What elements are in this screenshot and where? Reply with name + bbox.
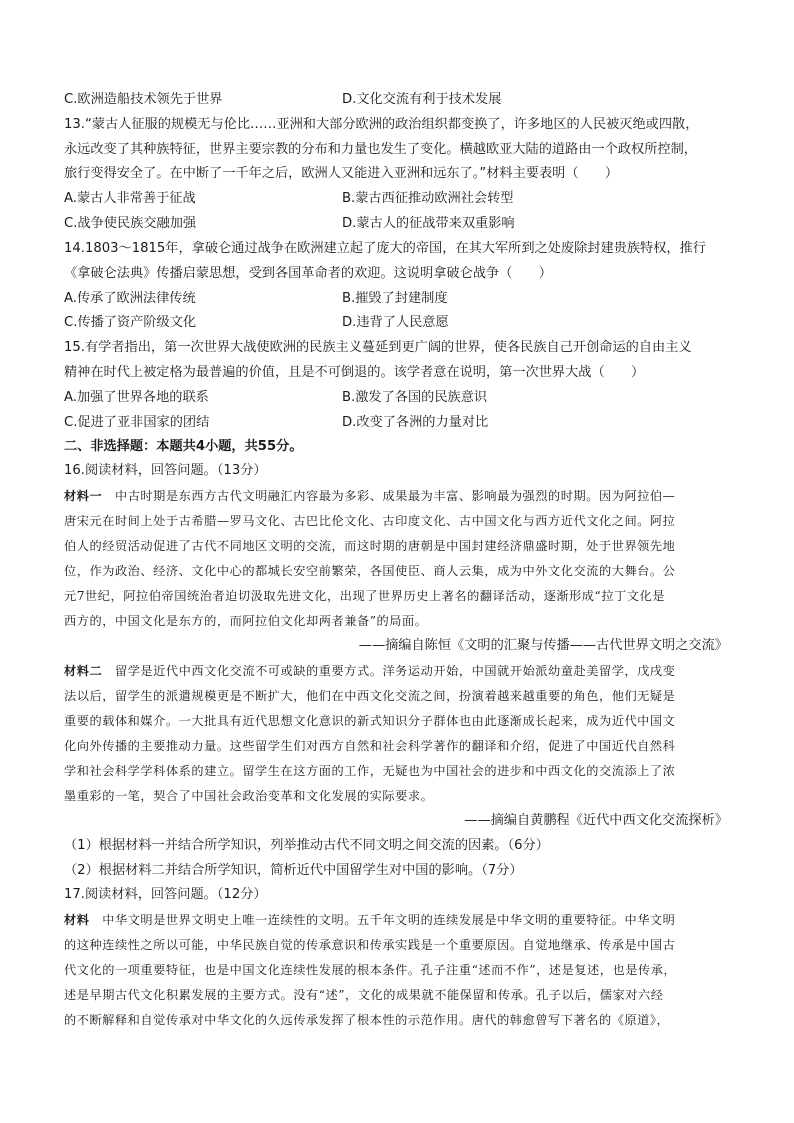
q17-title: 17.阅读材料，回答问题。（12分） (64, 887, 267, 902)
q17-material-line-5: 的不断解释和自觉传承对中华文化的久远传承发挥了根本性的示范作用。唐代的韩愈曾写下著名的《原道》， (64, 1013, 670, 1027)
q16-material-2-line-5: 学和社会科学学科体系的建立。留学生在这方面的工作，无疑也为中国社会的进步和中西文化的交流添上了浓 (64, 764, 676, 778)
q13-stem-line-3: 旅行变得安全了。在中断了一千年之后，欧洲人又能进入亚洲和远东了。”材料主要表明（ ） (64, 166, 619, 181)
q16-material-1-line-3: 伯人的经贸活动促进了古代不同地区文明的交流，而这时期的唐朝是中国封建经济鼎盛时期，处于世界领先地 (64, 539, 676, 553)
q13-option-a: A.蒙古人非常善于征战 (64, 191, 196, 206)
q16-material-1-line-1: 材料一 中古时期是东西方古代文明融汇内容最为多彩、成果最为丰富、影响最为强烈的时期。因为阿拉伯— (64, 489, 676, 503)
q13-stem-line-1: 13.“蒙古人征服的规模无与伦比……亚洲和大部分欧洲的政治组织都变换了，许多地区的人民被灭绝或四散， (64, 117, 699, 132)
q14-stem-line-1: 14.1803～1815年，拿破仑通过战争在欧洲建立起了庞大的帝国，在其大军所到之处废除封建贵族特权，推行 (64, 241, 706, 256)
q16-subquestion-2: （2）根据材料二并结合所学知识，简析近代中国留学生对中国的影响。（7分） (64, 863, 523, 878)
q13-option-c: C.战争使民族交融加强 (64, 216, 197, 231)
q16-material-1-line-5: 元7世纪，阿拉伯帝国统治者迫切汲取先进文化，出现了世界历史上著名的翻译活动，逐渐形成“拉丁文化是 (64, 589, 666, 603)
q16-material-2-line-6: 墨重彩的一笔，契合了中国社会政治变革和文化发展的实际要求。 (64, 789, 434, 803)
q16-subquestion-1: （1）根据材料一并结合所学知识，列举推动古代不同文明之间交流的因素。（6分） (64, 838, 549, 853)
q12-option-d: D.文化交流有利于技术发展 (342, 92, 502, 107)
q12-option-c: C.欧洲造船技术领先于世界 (64, 92, 223, 107)
q16-material-2-line-4: 化向外传播的主要推动力量。这些留学生们对西方自然和社会科学著作的翻译和介绍，促进了中国近代自然科 (64, 739, 676, 753)
q16-material-1-source: ——摘编自陈恒《文明的汇聚与传播——古代世界文明之交流》 (358, 638, 728, 653)
section-2-heading: 二、非选择题：本题共4小题，共55分。 (64, 439, 303, 454)
q17-material-line-1: 材料 中华文明是世界文明史上唯一连续性的文明。五千年文明的连续发展是中华文明的重要特征。中华文明 (64, 913, 676, 927)
q15-stem-line-1: 15.有学者指出，第一次世界大战使欧洲的民族主义蔓延到更广阔的世界，使各民族自己开创命运的自由主义 (64, 340, 692, 355)
q16-material-1-line-4: 位，作为政治、经济、文化中心的都城长安空前繁荣，各国使臣、商人云集，成为中外文化交流的大舞台。公 (64, 564, 676, 578)
q14-option-a: A.传承了欧洲法律传统 (64, 291, 196, 306)
q14-option-d: D.违背了人民意愿 (342, 315, 449, 330)
q16-title: 16.阅读材料，回答问题。（13分） (64, 463, 267, 478)
q16-material-2-line-3: 重要的载体和媒介。一大批具有近代思想文化意识的新式知识分子群体也由此逐渐成长起来，成为近代中国文 (64, 714, 676, 728)
q16-material-1-label: 材料一 (64, 489, 103, 503)
q14-option-c: C.传播了资产阶级文化 (64, 315, 197, 330)
q16-material-2-source: ——摘编自黄鹏程《近代中西文化交流探析》 (464, 813, 728, 828)
q17-material-line-4: 述是早期古代文化积累发展的主要方式。没有“述”，文化的成果就不能保留和传承。孔子以后，儒家对六经 (64, 988, 664, 1002)
q17-material-label: 材料 (64, 913, 90, 927)
q13-stem-line-2: 永远改变了其种族特征，世界主要宗教的分布和力量也发生了变化。横越欧亚大陆的道路由一个政权所控制， (64, 142, 697, 157)
q15-stem-line-2: 精神在时代上被定格为最普遍的价值，且是不可倒退的。该学者意在说明，第一次世界大战（ ） (64, 365, 645, 380)
q16-material-1-line-2: 唐宋元在时间上处于古希腊—罗马文化、古巴比伦文化、古印度文化、古中国文化与西方近代文化之间。阿拉 (64, 514, 676, 528)
q17-material-line-3: 代文化的一项重要特征，也是中国文化连续性发展的根本条件。孔子注重“述而不作”，述是复述，也是传承， (64, 963, 677, 977)
q16-material-1-line-6: 西方的，中国文化是东方的，而阿拉伯文化却两者兼备”的局面。 (64, 614, 428, 628)
q16-material-2-label: 材料二 (64, 664, 103, 678)
q13-option-b: B.蒙古西征推动欧洲社会转型 (342, 191, 514, 206)
q15-option-b: B.激发了各国的民族意识 (342, 390, 488, 405)
q14-option-b: B.摧毁了封建制度 (342, 291, 448, 306)
q17-material-line-2: 的这种连续性之所以可能，中华民族自觉的传承意识和传承实践是一个重要原因。自觉地继承、传承是中国古 (64, 938, 676, 952)
q13-option-d: D.蒙古人的征战带来双重影响 (342, 216, 515, 231)
q15-option-c: C.促进了亚非国家的团结 (64, 415, 210, 430)
q15-option-d: D.改变了各洲的力量对比 (342, 415, 489, 430)
q15-option-a: A.加强了世界各地的联系 (64, 390, 209, 405)
q14-stem-line-2: 《拿破仑法典》传播启蒙思想，受到各国革命者的欢迎。这说明拿破仑战争（ ） (64, 266, 552, 281)
q16-material-2-line-1: 材料二 留学是近代中西文化交流不可或缺的重要方式。洋务运动开始，中国就开始派幼童赴美留学，戊戌变 (64, 664, 676, 678)
q16-material-2-line-2: 法以后，留学生的派遣规模更是不断扩大，他们在中西文化交流之间，扮演着越来越重要的角色，他们无疑是 (64, 689, 676, 703)
